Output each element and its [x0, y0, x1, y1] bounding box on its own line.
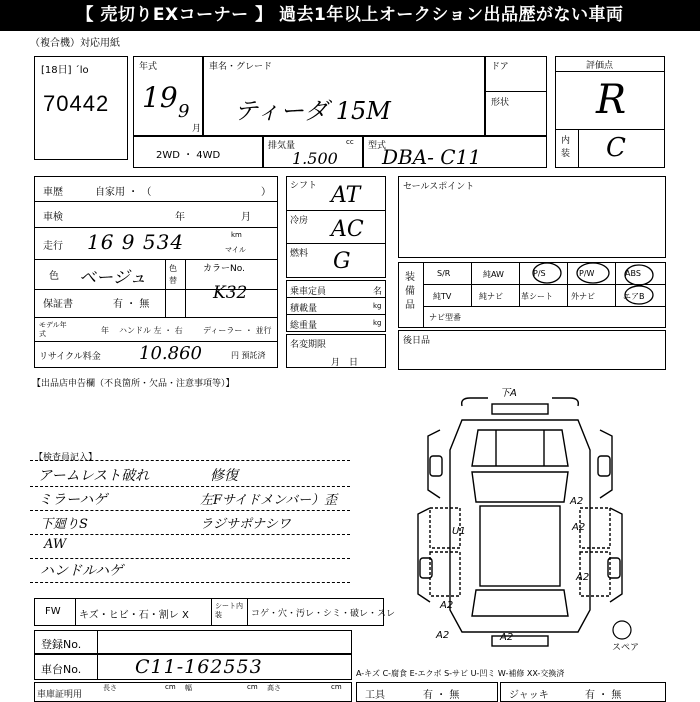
form-subtitle: （複合機）対応用紙	[30, 38, 120, 49]
diagram-body-outline	[450, 420, 590, 632]
recycle-value: 10.860	[139, 343, 202, 364]
certificate-box	[34, 682, 352, 702]
inspector-note-4: AW	[44, 537, 67, 552]
equip-abs: ABS	[625, 269, 641, 278]
rating-label: 評価点	[586, 61, 614, 71]
diagram-left-rear-door	[430, 552, 460, 596]
equip-navi: 純ナビ	[479, 292, 503, 301]
equip-sr: S/R	[437, 269, 451, 278]
diagram-rear-window	[472, 590, 568, 616]
vehicle-info-table	[34, 176, 278, 368]
fuel-label: 燃料	[290, 249, 309, 259]
inspector-note-7: 左Fサイドメンバー）歪	[200, 493, 338, 508]
diagram-mark-front: 下A	[500, 388, 517, 399]
diagram-spare-tire	[613, 621, 631, 639]
tools-label: 工具	[365, 690, 385, 701]
lot-box	[34, 56, 128, 160]
chassis-label: 車台No.	[41, 663, 82, 676]
registration-box	[34, 630, 352, 654]
postscript-box	[398, 330, 666, 370]
cert-height: 高さ	[267, 684, 281, 692]
capacity-box	[286, 280, 386, 332]
displacement-box	[263, 136, 363, 168]
tools-box	[356, 682, 498, 702]
dealer-options: ディーラー ・ 並行	[203, 326, 272, 335]
circle-ps	[533, 263, 561, 283]
model-type-label: 型式	[368, 141, 387, 151]
seat-text: コゲ・穴・汚レ・シミ・破レ・スレ	[251, 609, 396, 619]
displacement-value: 1.500	[292, 149, 338, 168]
diagram-windshield	[472, 472, 568, 502]
month-value: 9	[178, 101, 190, 122]
certificate-label: 車庫証明用	[37, 690, 83, 700]
history-label: 車歴	[43, 187, 63, 198]
inspector-rule-1	[30, 486, 350, 487]
weight-unit: kg	[373, 319, 382, 327]
cert-length-unit: cm	[165, 683, 176, 691]
color-label: 色	[49, 271, 59, 282]
equipment-label: 装備品	[405, 272, 415, 311]
inspector-note-1: アームレスト破れ	[38, 468, 150, 484]
inspector-rule-4	[30, 558, 350, 559]
damage-legend: A-キズ C-腐食 E-エクボ S-サビ U-凹ミ W-補修 XX-交換済	[356, 669, 565, 678]
expiry-unit: 月 日	[331, 358, 359, 368]
capacity-label: 乗車定員	[290, 287, 327, 297]
sales-point-box	[398, 176, 666, 258]
interior-value: C	[606, 133, 626, 163]
name-box	[203, 56, 485, 136]
jack-label: ジャッキ	[509, 690, 549, 701]
diagram-mark-right-rear: A2	[576, 572, 590, 583]
shift-value: AT	[331, 183, 361, 208]
equip-airbag: エアB	[623, 292, 645, 301]
color-no-label: カラーNo.	[203, 264, 245, 274]
diagram-roof	[480, 506, 560, 586]
load-unit: kg	[373, 302, 382, 310]
shape-label: 形状	[491, 98, 510, 108]
interior-label: 内装	[561, 136, 571, 159]
inspector-note-8: ラジサポナシワ	[200, 517, 291, 532]
diagram-left-rear-panel	[418, 508, 430, 602]
model-year-year: 年	[101, 326, 109, 335]
door-label: ドア	[491, 62, 509, 72]
registration-label: 登録No.	[41, 638, 82, 651]
circle-abs	[625, 265, 653, 285]
name-value: ティーダ 15M	[234, 97, 391, 125]
door-shape-box	[485, 56, 547, 136]
inspection-label: 車検	[43, 212, 63, 223]
rating-box	[555, 56, 665, 168]
cert-length: 長さ	[103, 684, 117, 692]
recycle-unit: 円 預託済	[231, 351, 266, 360]
year-box	[133, 56, 203, 136]
tools-options: 有 ・ 無	[423, 690, 460, 701]
circle-airbag	[625, 286, 653, 304]
inspection-year: 年	[175, 212, 185, 223]
drive-box	[133, 136, 263, 168]
year-label: 年式	[139, 62, 158, 72]
fuel-value: G	[333, 249, 351, 274]
color-no-value: K32	[213, 283, 248, 303]
diagram-hood	[472, 430, 568, 466]
equip-leather: 革シート	[521, 292, 553, 301]
warranty-label: 保証書	[43, 299, 73, 310]
jack-options: 有 ・ 無	[585, 690, 622, 701]
rating-value: R	[596, 77, 627, 123]
history-value: 自家用 ・ （	[95, 187, 152, 198]
history-extra: ）	[261, 187, 271, 198]
shift-label: シフト	[290, 181, 318, 191]
mileage-km: km	[231, 231, 242, 239]
inspector-rule-2	[30, 510, 350, 511]
shift-fuel-box	[286, 176, 386, 278]
car-damage-diagram	[400, 380, 640, 660]
cert-height-unit: cm	[331, 683, 342, 691]
mileage-value: 16 9 534	[87, 230, 185, 254]
equip-ps: P/S	[533, 269, 546, 278]
model-year-label: モデル年式	[39, 321, 67, 338]
postscript-label: 後日品	[403, 336, 431, 346]
lot-number: 70442	[43, 91, 110, 116]
inspector-rule-3	[30, 534, 350, 535]
inspection-month: 月	[241, 212, 251, 223]
expiry-label: 名変期限	[290, 340, 327, 350]
spare-label: スペア	[612, 643, 640, 653]
aircon-value: AC	[331, 217, 364, 242]
diagram-front-bumper	[492, 404, 548, 414]
navi-model-label: ナビ型番	[429, 313, 461, 322]
chassis-box	[34, 654, 352, 680]
diagram-wheel-fl	[430, 456, 442, 476]
circle-pw	[577, 263, 609, 283]
displacement-label: 排気量	[268, 141, 296, 151]
mileage-mile: マイル	[225, 246, 246, 254]
inspector-note-6: 修復	[210, 468, 238, 484]
sales-point-label: セールスポイント	[403, 182, 475, 192]
inspector-rule-0	[30, 460, 350, 461]
drive-label: 2WD ・ 4WD	[156, 150, 221, 161]
equipment-box	[398, 262, 666, 328]
equip-pw: P/W	[579, 269, 595, 278]
diagram-mark-right-front: A2	[570, 496, 584, 507]
jack-box	[500, 682, 666, 702]
chassis-value: C11-162553	[135, 656, 263, 678]
year-value: 19	[142, 81, 178, 114]
diagram-front-right-corner	[552, 398, 578, 406]
model-type-value: DBA- C11	[382, 145, 482, 169]
warranty-options: 有 ・ 無	[113, 299, 150, 310]
diagram-mark-left-door: U1	[452, 526, 466, 537]
exhibitor-note-label: 【出品店申告欄（不良箇所・欠品・注意事項等）】	[32, 379, 235, 389]
inspector-note-5: ハンドルハゲ	[40, 563, 124, 579]
model-type-box	[363, 136, 547, 168]
lot-tag: [18日] ´lo	[41, 65, 89, 76]
inspector-note-2: ミラーハゲ	[38, 492, 108, 508]
diagram-right-rear-panel	[610, 508, 622, 602]
diagram-mark-left-bumper: A2	[436, 630, 450, 641]
color-value: ベージュ	[79, 268, 147, 288]
diagram-mark-left-rear: A2	[440, 600, 454, 611]
mileage-label: 走行	[43, 241, 63, 252]
inspector-rule-5	[30, 582, 350, 583]
color-change-label: 色替	[169, 264, 177, 285]
inspector-label: 【検査員記入】	[34, 453, 98, 463]
equipment-circles	[519, 261, 669, 311]
month-unit: 月	[192, 124, 202, 134]
inspector-note-3: 下廻りS	[40, 517, 88, 532]
name-label: 車名・グレード	[209, 62, 273, 72]
damage-codes-box	[34, 598, 396, 626]
diagram-mark-right-door: A2	[572, 522, 586, 533]
cert-width: 幅	[185, 684, 192, 692]
equip-tv: 純TV	[433, 292, 452, 301]
cert-width-unit: cm	[247, 683, 258, 691]
capacity-unit: 名	[373, 287, 383, 297]
diagram-wheel-fr	[598, 456, 610, 476]
auction-banner: 【 売切りEXコーナー 】 過去1年以上オークション出品歴がない車両	[0, 0, 700, 31]
fw-text: キズ・ヒビ・石・割レ X	[79, 610, 189, 621]
expiry-box	[286, 334, 386, 368]
handle-options: ハンドル 左 ・ 右	[119, 326, 183, 335]
weight-label: 総重量	[290, 321, 318, 331]
fw-label: FW	[45, 606, 61, 617]
load-label: 積載量	[290, 304, 318, 314]
equip-aw: 純AW	[483, 270, 504, 279]
aircon-label: 冷房	[290, 216, 309, 226]
diagram-front-left-corner	[462, 398, 488, 406]
equip-ext-navi: 外ナビ	[571, 292, 595, 301]
diagram-mark-rear: A2	[500, 632, 514, 643]
recycle-label: リサイクル料金	[39, 352, 101, 362]
displacement-unit: cc	[346, 138, 354, 146]
seat-label: シート内装	[215, 602, 243, 619]
